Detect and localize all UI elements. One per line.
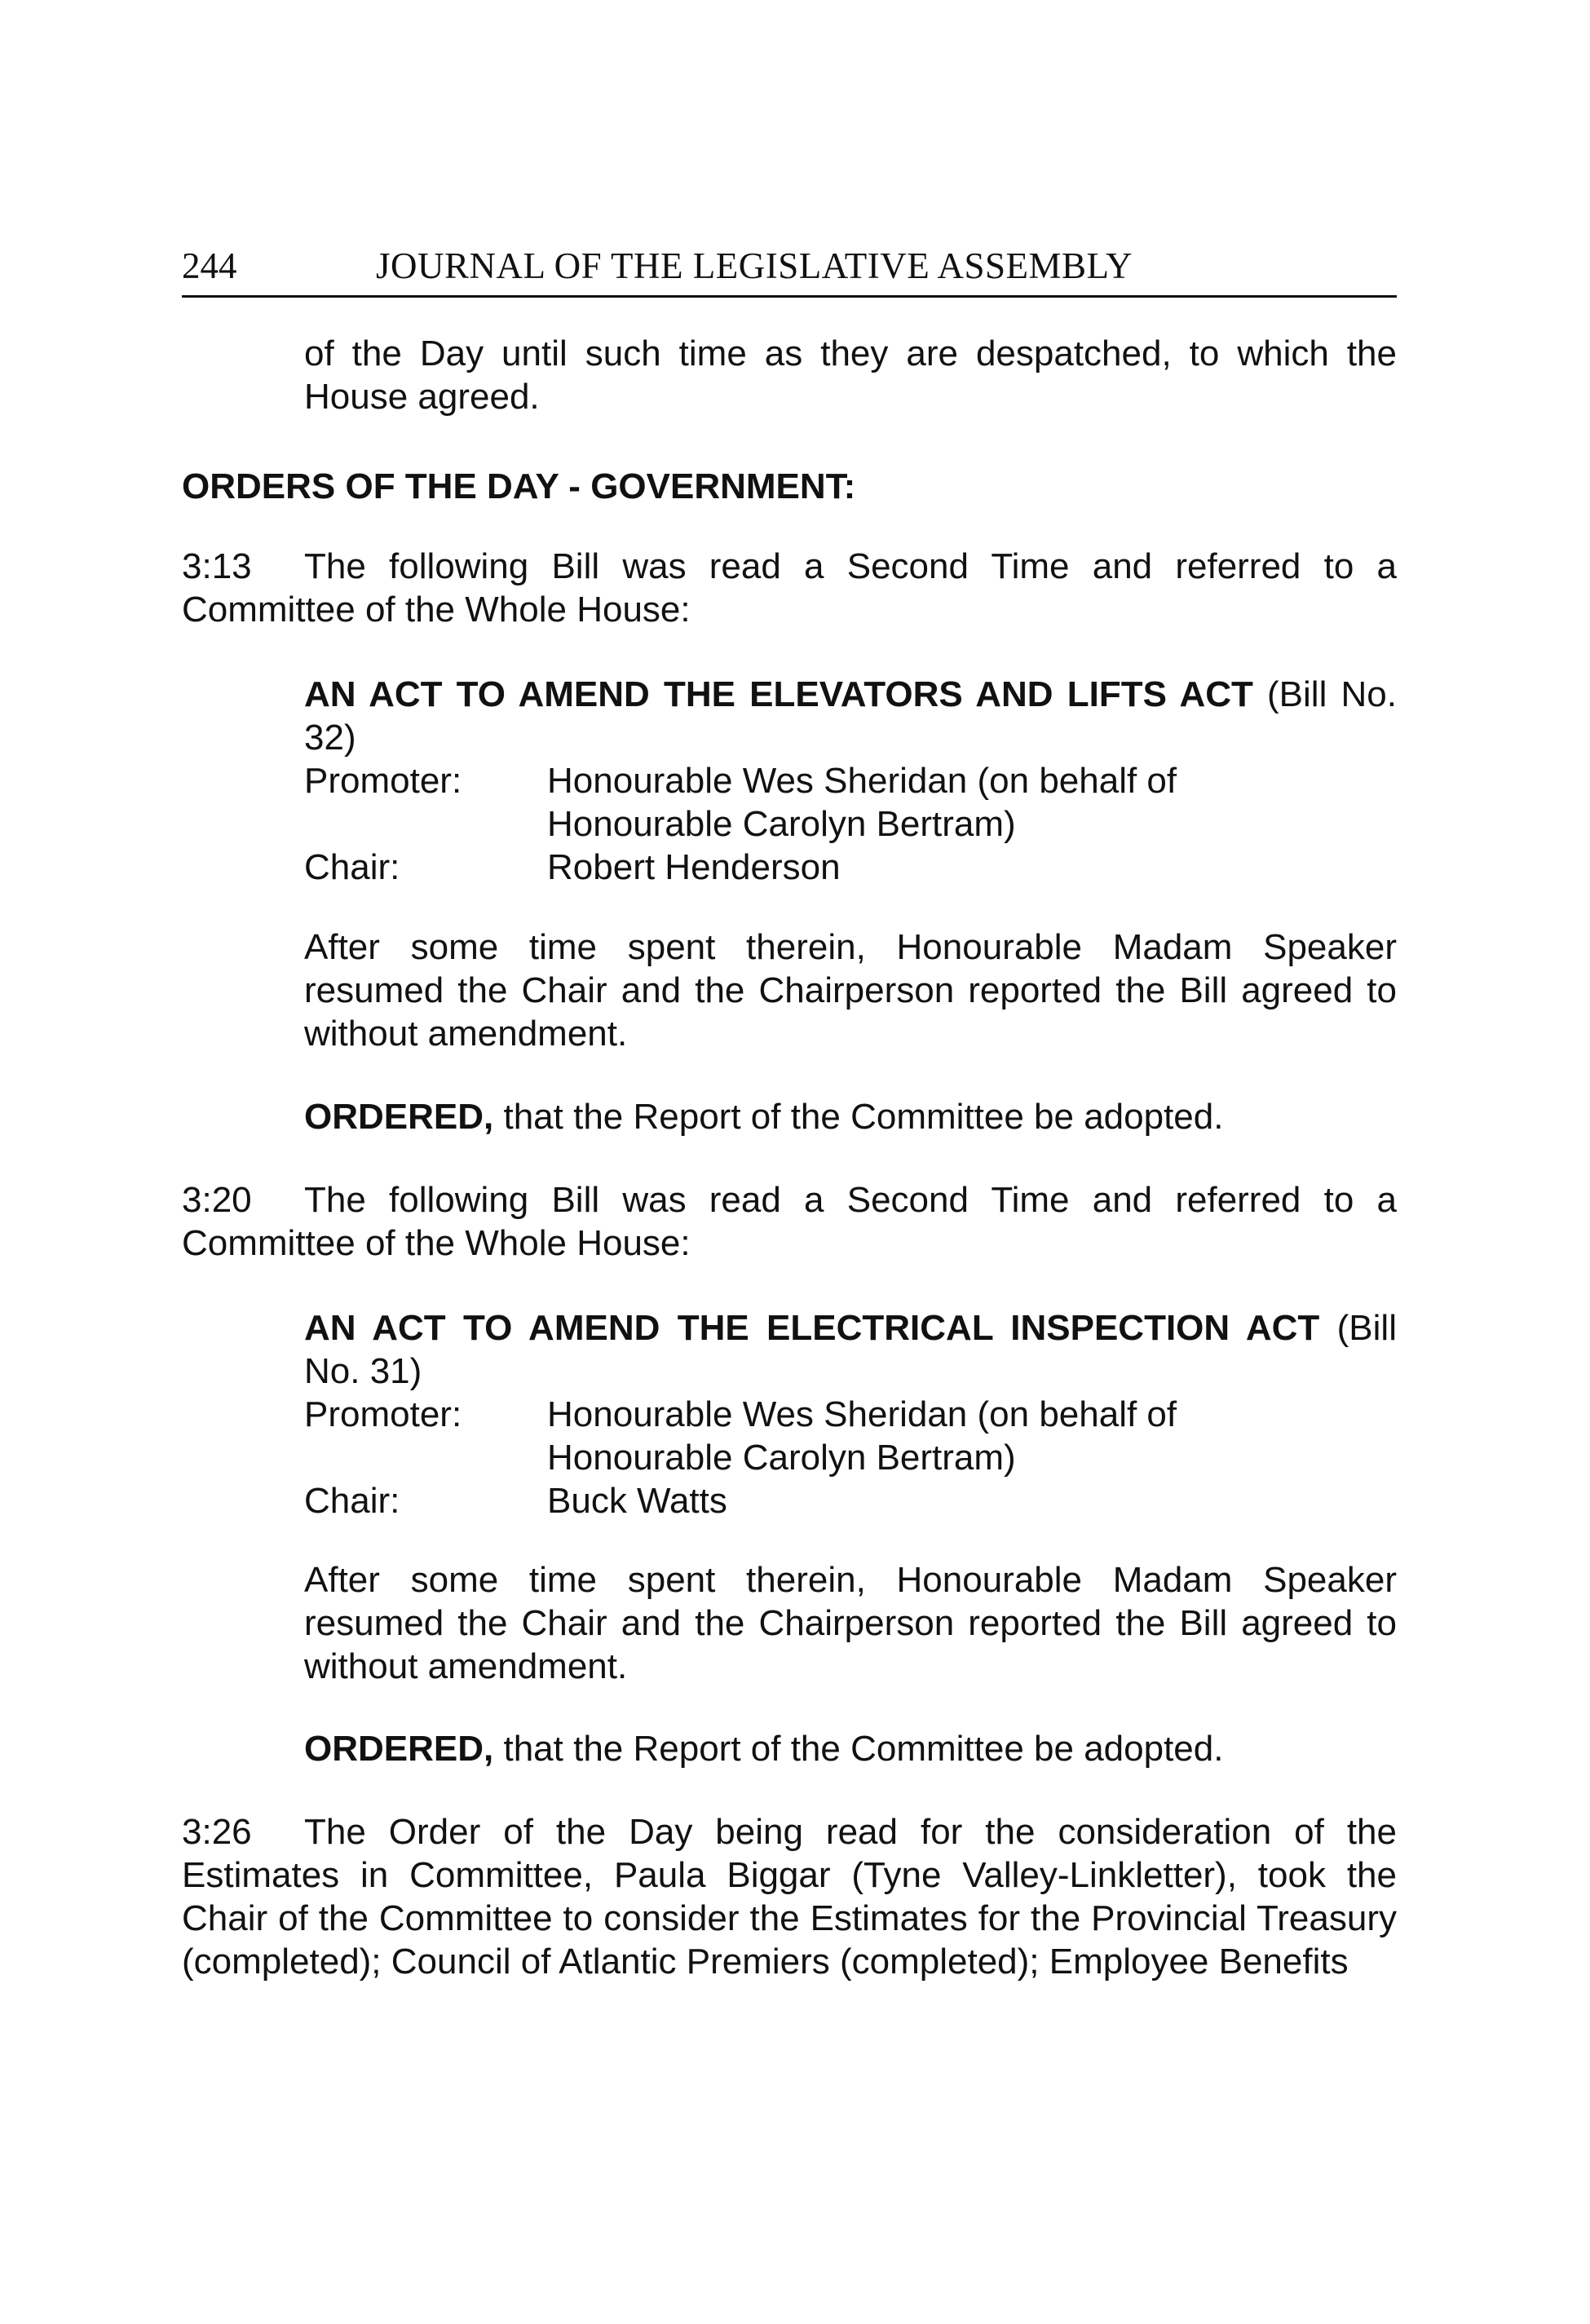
ordered-paragraph bbox=[304, 1095, 1397, 1138]
report-paragraph: After some time spent therein, Honourable Madam Speaker resumed the Chair and the Chairperson reported the Bill agreed to without amendment. bbox=[304, 927, 1397, 1054]
entry-time: 3:13 bbox=[182, 546, 252, 586]
promoter-row-continued bbox=[304, 1436, 1397, 1479]
bill-details bbox=[304, 759, 1397, 889]
report-paragraph: After some time spent therein, Honourable Madam Speaker resumed the Chair and the Chairperson reported the Bill agreed to without amendment. bbox=[304, 1560, 1397, 1686]
entry-time: 3:26 bbox=[182, 1812, 252, 1852]
ordered-paragraph bbox=[304, 1727, 1397, 1770]
promoter-row bbox=[304, 1393, 1397, 1436]
promoter-value: Honourable Wes Sheridan (on behalf of bbox=[547, 1394, 1177, 1434]
entry-text: The Order of the Day being read for the consideration of the Estimates in Committee, Paula Biggar (Tyne Valley-Linkletter), took the Chair of the Committee to consider the Estimates for the Provincial Treasury (completed); Council of Atlantic Premiers (completed); Employee Benefits bbox=[182, 1812, 1397, 1982]
bill-title: AN ACT TO AMEND THE ELEVATORS AND LIFTS ACT bbox=[304, 674, 1253, 714]
chair-value: Robert Henderson bbox=[547, 847, 841, 887]
continuation-paragraph: of the Day until such time as they are despatched, to which the House agreed. bbox=[304, 334, 1397, 417]
ordered-text: that the Report of the Committee be adopted. bbox=[503, 1729, 1224, 1769]
entry-text: The following Bill was read a Second Time and referred to a Committee of the Whole House: bbox=[182, 1180, 1397, 1263]
promoter-label: Promoter: bbox=[304, 761, 462, 801]
bill-number: (Bill No. 31) bbox=[304, 1308, 1397, 1391]
promoter-row bbox=[304, 759, 1397, 802]
page-number: 244 bbox=[182, 245, 237, 286]
promoter-value: Honourable Wes Sheridan (on behalf of bbox=[547, 761, 1177, 801]
ordered-label: ORDERED, bbox=[304, 1097, 494, 1137]
entry-paragraph bbox=[182, 1810, 1397, 1983]
bill-number: (Bill No. 32) bbox=[304, 674, 1397, 758]
promoter-value-continued: Honourable Carolyn Bertram) bbox=[547, 1438, 1016, 1478]
chair-label: Chair: bbox=[304, 1481, 400, 1521]
entry-time: 3:20 bbox=[182, 1180, 252, 1220]
entry-paragraph bbox=[182, 1178, 1397, 1265]
chair-row bbox=[304, 1479, 1397, 1522]
promoter-row-continued bbox=[304, 802, 1397, 846]
ordered-text: that the Report of the Committee be adopted. bbox=[503, 1097, 1224, 1137]
journal-title: JOURNAL OF THE LEGISLATIVE ASSEMBLY bbox=[376, 245, 1133, 286]
promoter-label: Promoter: bbox=[304, 1394, 462, 1434]
section-heading: ORDERS OF THE DAY - GOVERNMENT: bbox=[182, 466, 856, 506]
entry-paragraph bbox=[182, 545, 1397, 631]
chair-value: Buck Watts bbox=[547, 1481, 727, 1521]
entry-text: The following Bill was read a Second Time and referred to a Committee of the Whole House: bbox=[182, 546, 1397, 630]
promoter-value-continued: Honourable Carolyn Bertram) bbox=[547, 804, 1016, 844]
bill-title-line bbox=[304, 673, 1397, 759]
running-header bbox=[182, 245, 1397, 298]
bill-title-line bbox=[304, 1306, 1397, 1393]
chair-label: Chair: bbox=[304, 847, 400, 887]
bill-details bbox=[304, 1393, 1397, 1522]
ordered-label: ORDERED, bbox=[304, 1729, 494, 1769]
chair-row bbox=[304, 846, 1397, 889]
bill-title: AN ACT TO AMEND THE ELECTRICAL INSPECTION ACT bbox=[304, 1308, 1320, 1348]
